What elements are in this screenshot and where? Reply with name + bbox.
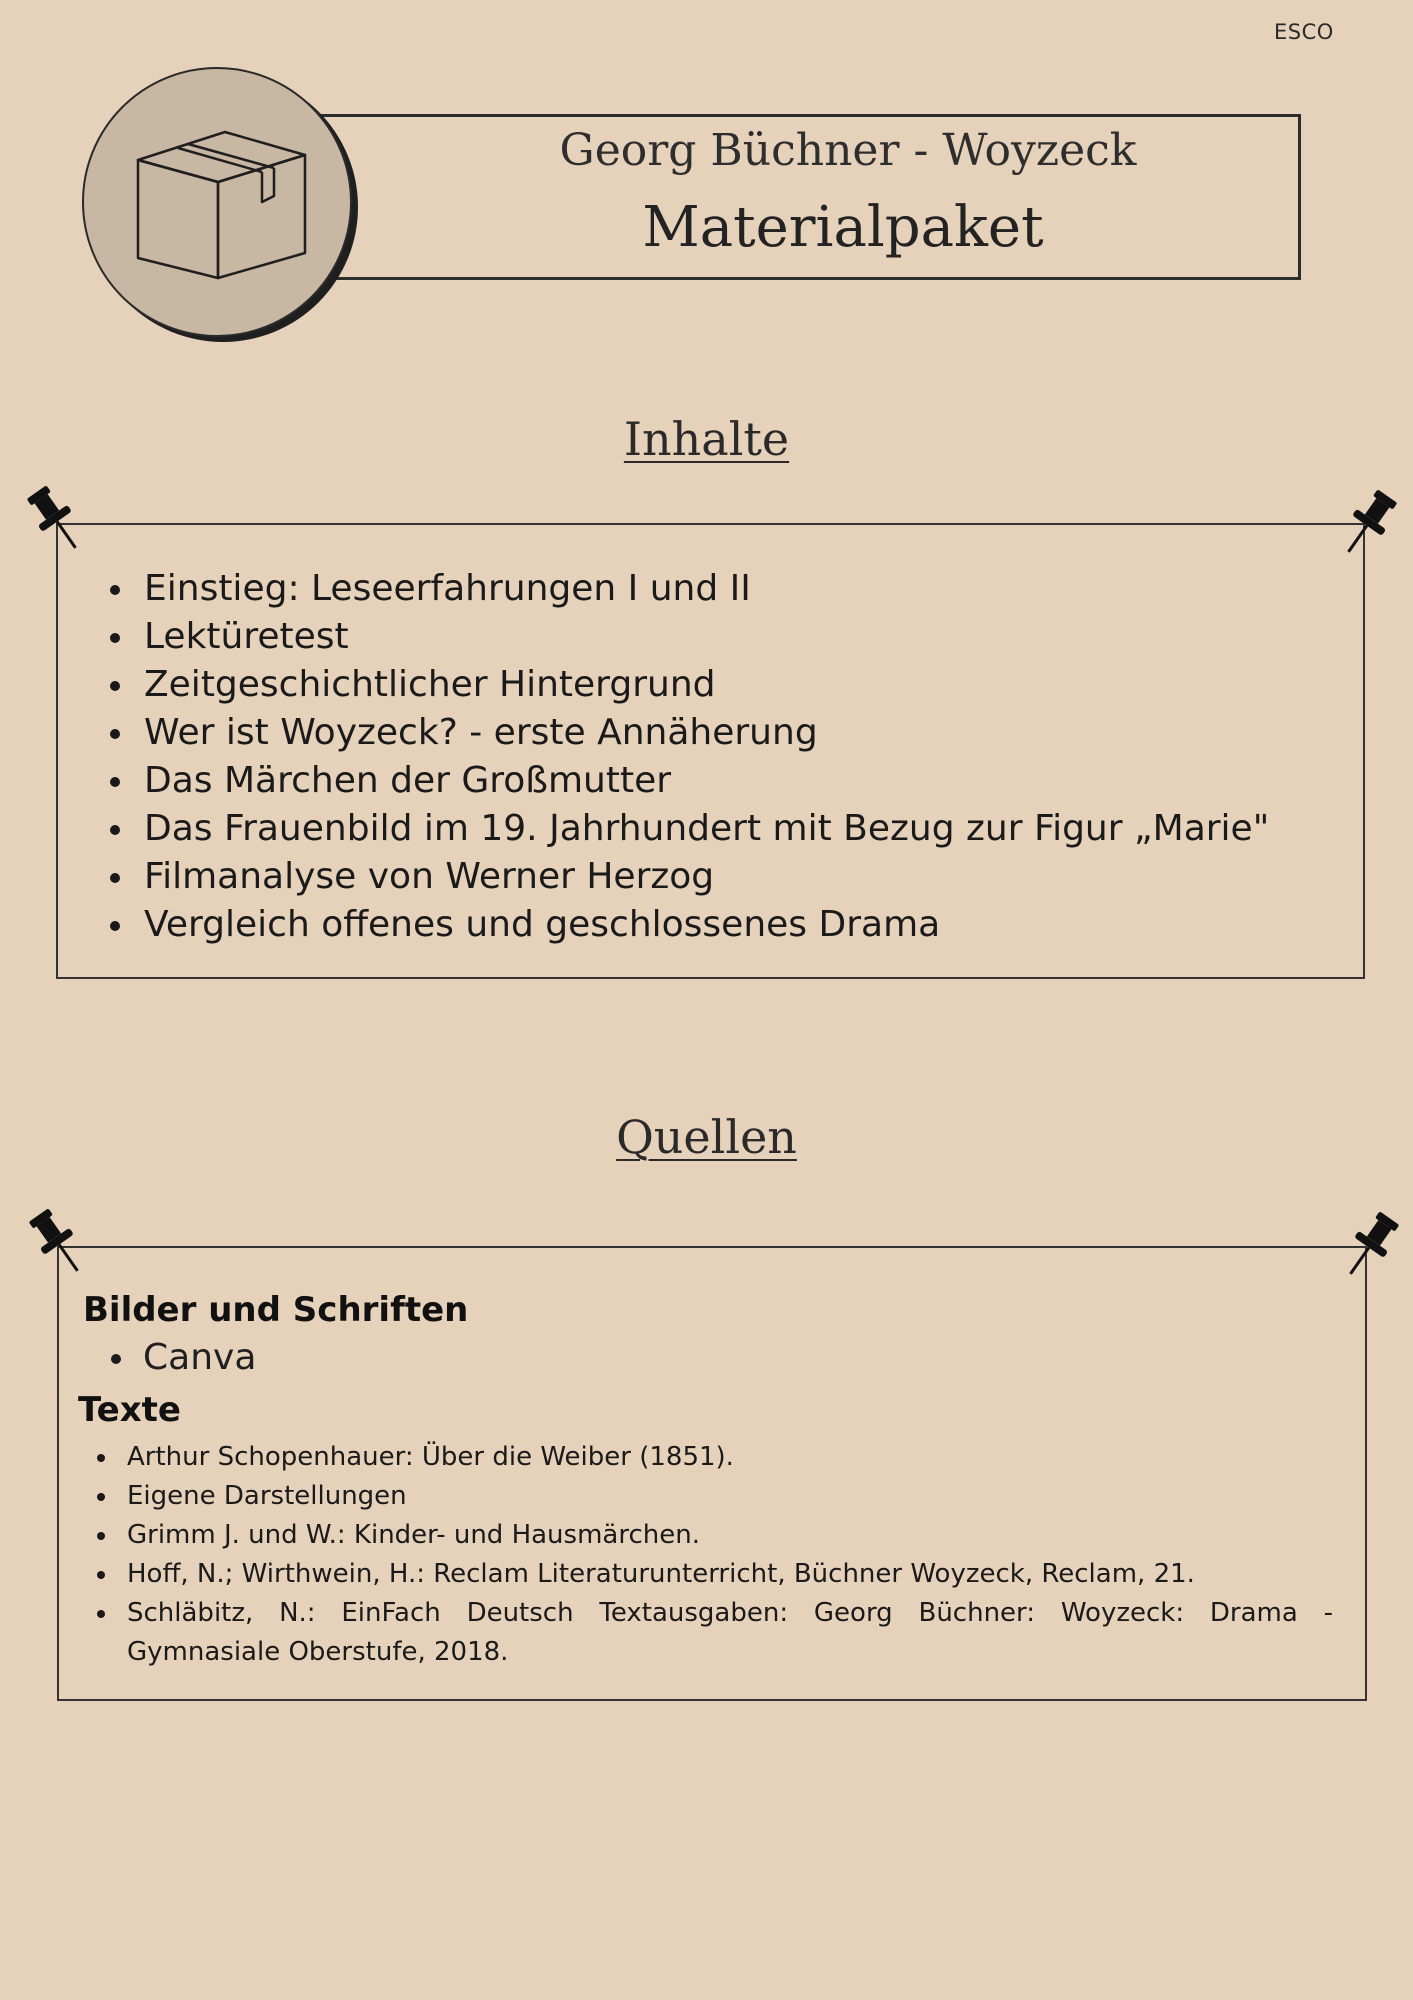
pushpin-icon <box>1340 1208 1400 1284</box>
quellen-panel <box>57 1246 1367 1701</box>
bilder-list <box>83 1334 1283 1382</box>
page-subtitle: Materialpaket <box>642 195 1044 260</box>
quellen-heading: Quellen <box>616 1110 797 1164</box>
bilder-heading: Bilder und Schriften <box>83 1290 469 1330</box>
list-item: Lektüretest <box>102 613 1322 661</box>
inhalte-panel <box>56 523 1365 979</box>
inhalte-list <box>102 565 1322 949</box>
texte-list <box>79 1438 1333 1672</box>
brand-label: ESCO <box>1274 20 1334 44</box>
inhalte-heading: Inhalte <box>623 412 790 466</box>
pushpin-icon <box>28 1205 88 1281</box>
texte-heading: Texte <box>78 1390 181 1430</box>
list-item: Arthur Schopenhauer: Über die Weiber (1851). <box>79 1438 1333 1477</box>
page-title: Georg Büchner - Woyzeck <box>559 125 1137 176</box>
list-item: Das Frauenbild im 19. Jahrhundert mit Bezug zur Figur „Marie" <box>102 805 1322 853</box>
package-box-icon <box>130 120 310 290</box>
list-item: Wer ist Woyzeck? - erste Annäherung <box>102 709 1322 757</box>
list-item: Hoff, N.; Wirthwein, H.: Reclam Literaturunterricht, Büchner Woyzeck, Reclam, 21. <box>79 1555 1333 1594</box>
list-item: Grimm J. und W.: Kinder- und Hausmärchen. <box>79 1516 1333 1555</box>
list-item: Filmanalyse von Werner Herzog <box>102 853 1322 901</box>
list-item: Vergleich offenes und geschlossenes Drama <box>102 901 1322 949</box>
pushpin-icon <box>1338 486 1398 562</box>
list-item: Einstieg: Leseerfahrungen I und II <box>102 565 1322 613</box>
list-item: Canva <box>83 1334 1283 1382</box>
pushpin-icon <box>26 482 86 558</box>
list-item: Zeitgeschichtlicher Hintergrund <box>102 661 1322 709</box>
title-box <box>305 114 1301 280</box>
list-item: Das Märchen der Großmutter <box>102 757 1322 805</box>
list-item: Eigene Darstellungen <box>79 1477 1333 1516</box>
list-item: Schläbitz, N.: EinFach Deutsch Textausgaben: Georg Büchner: Woyzeck: Drama - Gymnasiale Oberstufe, 2018. <box>79 1594 1333 1672</box>
